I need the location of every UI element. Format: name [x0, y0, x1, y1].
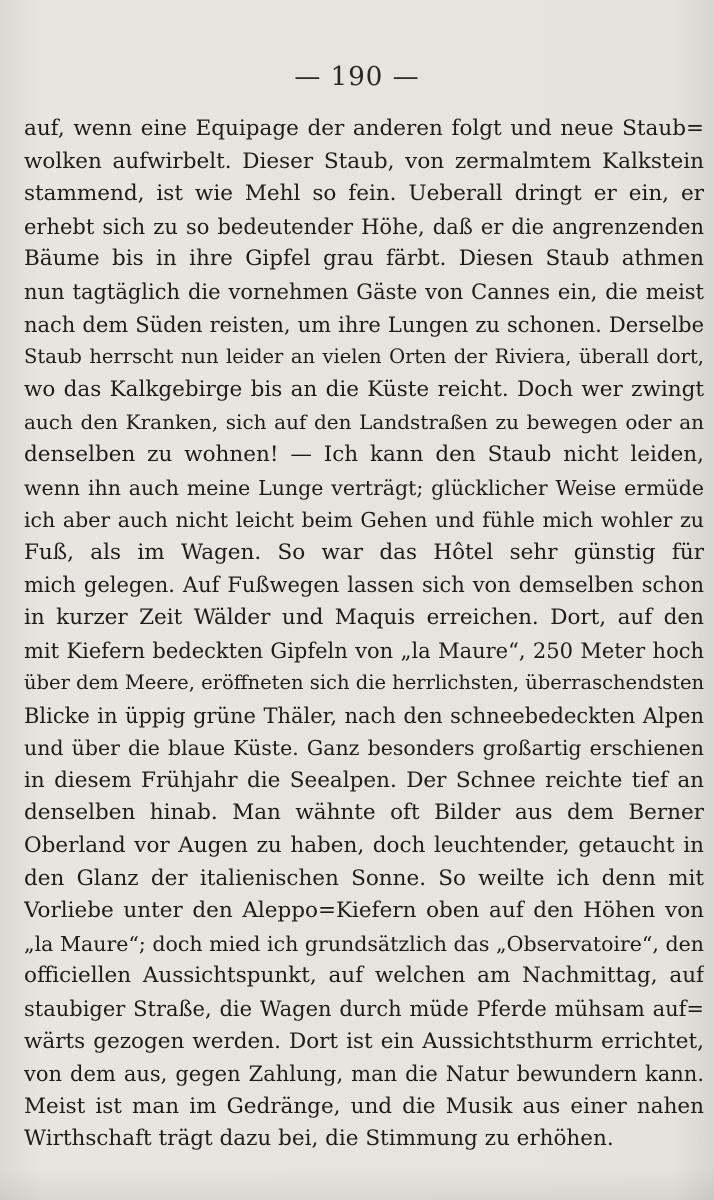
text-line: nun tagtäglich die vornehmen Gäste von Cannes ein, die meist: [24, 279, 704, 304]
text-line: und über die blaue Küste. Ganz besonders großartig erschienen: [24, 736, 704, 761]
text-line: wenn ihn auch meine Lunge verträgt; glücklicher Weise ermüde: [24, 475, 704, 500]
text-line: nach dem Süden reisten, um ihre Lungen zu schonen. Derselbe: [24, 312, 704, 337]
text-line: denselben zu wohnen! — Ich kann den Staub nicht leiden,: [24, 441, 704, 467]
text-line: Wirthschaft trägt dazu bei, die Stimmung zu erhöhen.: [24, 1126, 614, 1152]
page-shadow: [0, 1168, 714, 1200]
text-line: staubiger Straße, die Wagen durch müde Pferde mühsam auf=: [24, 997, 704, 1022]
text-line: stammend, ist wie Mehl so fein. Ueberall dringt er ein, er: [24, 181, 704, 207]
text-line: Staub herrscht nun leider an vielen Orten der Riviera, überall dort,: [24, 345, 704, 369]
text-line: wolken aufwirbelt. Dieser Staub, von zermalmtem Kalkstein: [24, 148, 704, 174]
text-line: in kurzer Zeit Wälder und Maquis erreichen. Dort, auf den: [24, 604, 704, 630]
text-line: officiellen Aussichtspunkt, auf welchen am Nachmittag, auf: [24, 963, 704, 989]
text-line: Bäume bis in ihre Gipfel grau färbt. Diesen Staub athmen: [24, 246, 704, 272]
text-line: in diesem Frühjahr die Seealpen. Der Schnee reichte tief an: [24, 767, 704, 793]
text-line: von dem aus, gegen Zahlung, man die Natur bewundern kann.: [24, 1062, 704, 1087]
text-line: Meist ist man im Gedränge, und die Musik aus einer nahen: [24, 1093, 704, 1119]
text-line: Fuß, als im Wagen. So war das Hôtel sehr günstig für: [24, 539, 704, 565]
text-line: ich aber auch nicht leicht beim Gehen und fühle mich wohler zu: [24, 508, 704, 533]
text-line: erhebt sich zu so bedeutender Höhe, daß er die angrenzenden: [24, 214, 704, 239]
text-line: denselben hinab. Man wähnte oft Bilder aus dem Berner: [24, 800, 704, 826]
text-line: den Glanz der italienischen Sonne. So weilte ich denn mit: [24, 865, 704, 891]
text-line: auch den Kranken, sich auf den Landstraßen zu bewegen oder an: [24, 410, 704, 435]
text-line: „la Maure“; doch mied ich grundsätzlich das „Observatoire“, den: [24, 931, 704, 956]
body-text: [24, 113, 704, 1156]
text-line: mich gelegen. Auf Fußwegen lassen sich von demselben schon: [24, 573, 704, 598]
page-number: — 190 —: [294, 62, 420, 92]
text-line: auf, wenn eine Equipage der anderen folgt und neue Staub=: [24, 116, 704, 141]
text-line: über dem Meere, eröffneten sich die herrlichsten, überraschendsten: [24, 671, 704, 695]
text-line: Vorliebe unter den Aleppo=Kiefern oben auf den Höhen von: [24, 898, 704, 924]
text-line: Oberland vor Augen zu haben, doch leuchtender, getaucht in: [24, 833, 704, 859]
text-line: wärts gezogen werden. Dort ist ein Aussichtsthurm errichtet,: [24, 1028, 704, 1054]
text-line: mit Kiefern bedeckten Gipfeln von „la Maure“, 250 Meter hoch: [24, 638, 704, 663]
text-line: wo das Kalkgebirge bis an die Küste reicht. Doch wer zwingt: [24, 376, 704, 402]
text-line: Blicke in üppig grüne Thäler, nach den schneebedeckten Alpen: [24, 703, 704, 728]
